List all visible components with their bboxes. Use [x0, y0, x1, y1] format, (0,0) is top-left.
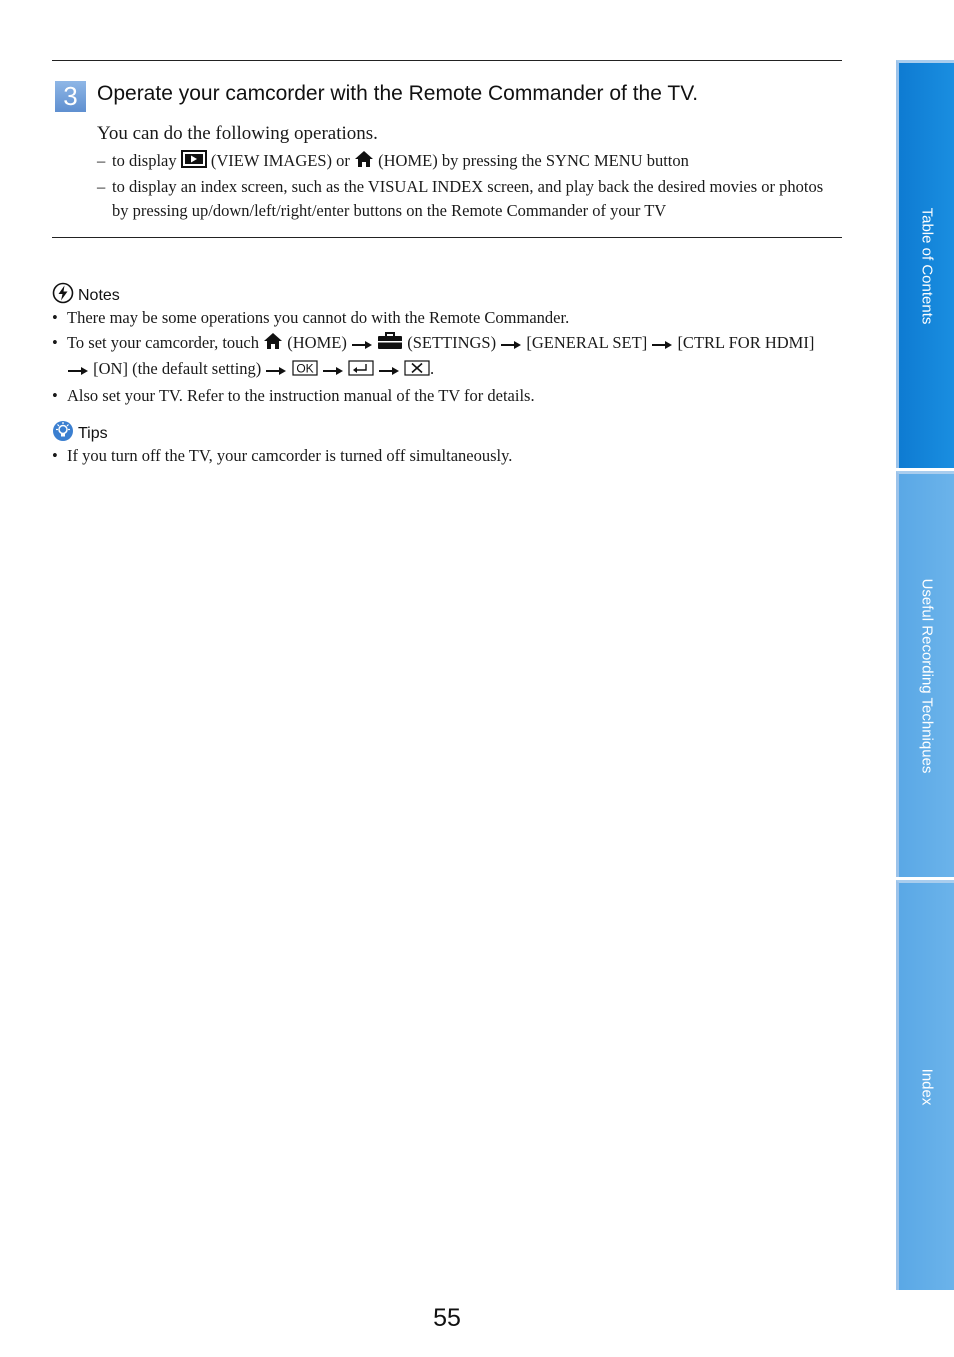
arrow-right-icon	[265, 359, 287, 384]
list-item: • There may be some operations you cannot do with the Remote Commander.	[52, 308, 570, 327]
step-list-item: – to display an index screen, such as the VISUAL INDEX screen, and play back the desired movies or photos by pressing up/down/left/right/enter buttons on the Remote Commander of your TV	[97, 177, 824, 220]
bottom-rule	[52, 237, 842, 238]
arrow-right-icon	[651, 333, 673, 358]
step-number-badge: 3	[55, 81, 86, 112]
tab-table-of-contents[interactable]	[896, 60, 954, 468]
page-number: 55	[433, 1304, 461, 1332]
step-intro: You can do the following operations.	[97, 123, 378, 144]
notes-lightning-icon	[52, 282, 74, 309]
step-list	[97, 149, 842, 223]
tab-label: Table of Contents	[918, 207, 935, 324]
list-item: • Also set your TV. Refer to the instruction manual of the TV for details.	[52, 385, 535, 405]
top-rule	[52, 60, 842, 61]
close-icon	[404, 359, 430, 384]
toolbox-settings-icon	[377, 332, 403, 358]
view-images-icon	[181, 150, 207, 175]
tips-lightbulb-icon	[52, 420, 74, 447]
notes-list	[52, 306, 832, 408]
notes-heading: Notes	[52, 282, 120, 309]
svg-text:OK: OK	[295, 361, 314, 376]
arrow-right-icon	[378, 359, 400, 384]
arrow-right-icon	[351, 333, 373, 358]
step-list-item: – to display (VIEW IMAGES) or (HOME) by pressing the SYNC MENU button	[97, 149, 842, 175]
dash: –	[97, 177, 106, 196]
dash: –	[97, 151, 106, 170]
arrow-right-icon	[322, 359, 344, 384]
arrow-right-icon	[67, 359, 89, 384]
return-icon	[348, 359, 374, 384]
tab-index[interactable]	[896, 880, 954, 1290]
tab-label: Index	[918, 1068, 935, 1105]
ok-button-icon	[292, 359, 318, 384]
home-icon	[354, 150, 374, 175]
tab-useful-recording-techniques[interactable]	[896, 471, 954, 877]
tips-list	[52, 444, 832, 469]
arrow-right-icon	[500, 333, 522, 358]
tips-heading: Tips	[52, 420, 108, 447]
step-title: Operate your camcorder with the Remote Commander of the TV.	[97, 82, 699, 105]
tab-label: Useful Recording Techniques	[918, 578, 935, 773]
list-item: • To set your camcorder, touch (HOME) (SETTINGS) [GENERAL SET] [CTRL FOR HDMI] [ON] (the default setting) OK .	[52, 331, 832, 384]
home-icon	[263, 332, 283, 358]
list-item: • If you turn off the TV, your camcorder is turned off simultaneously.	[52, 446, 513, 465]
